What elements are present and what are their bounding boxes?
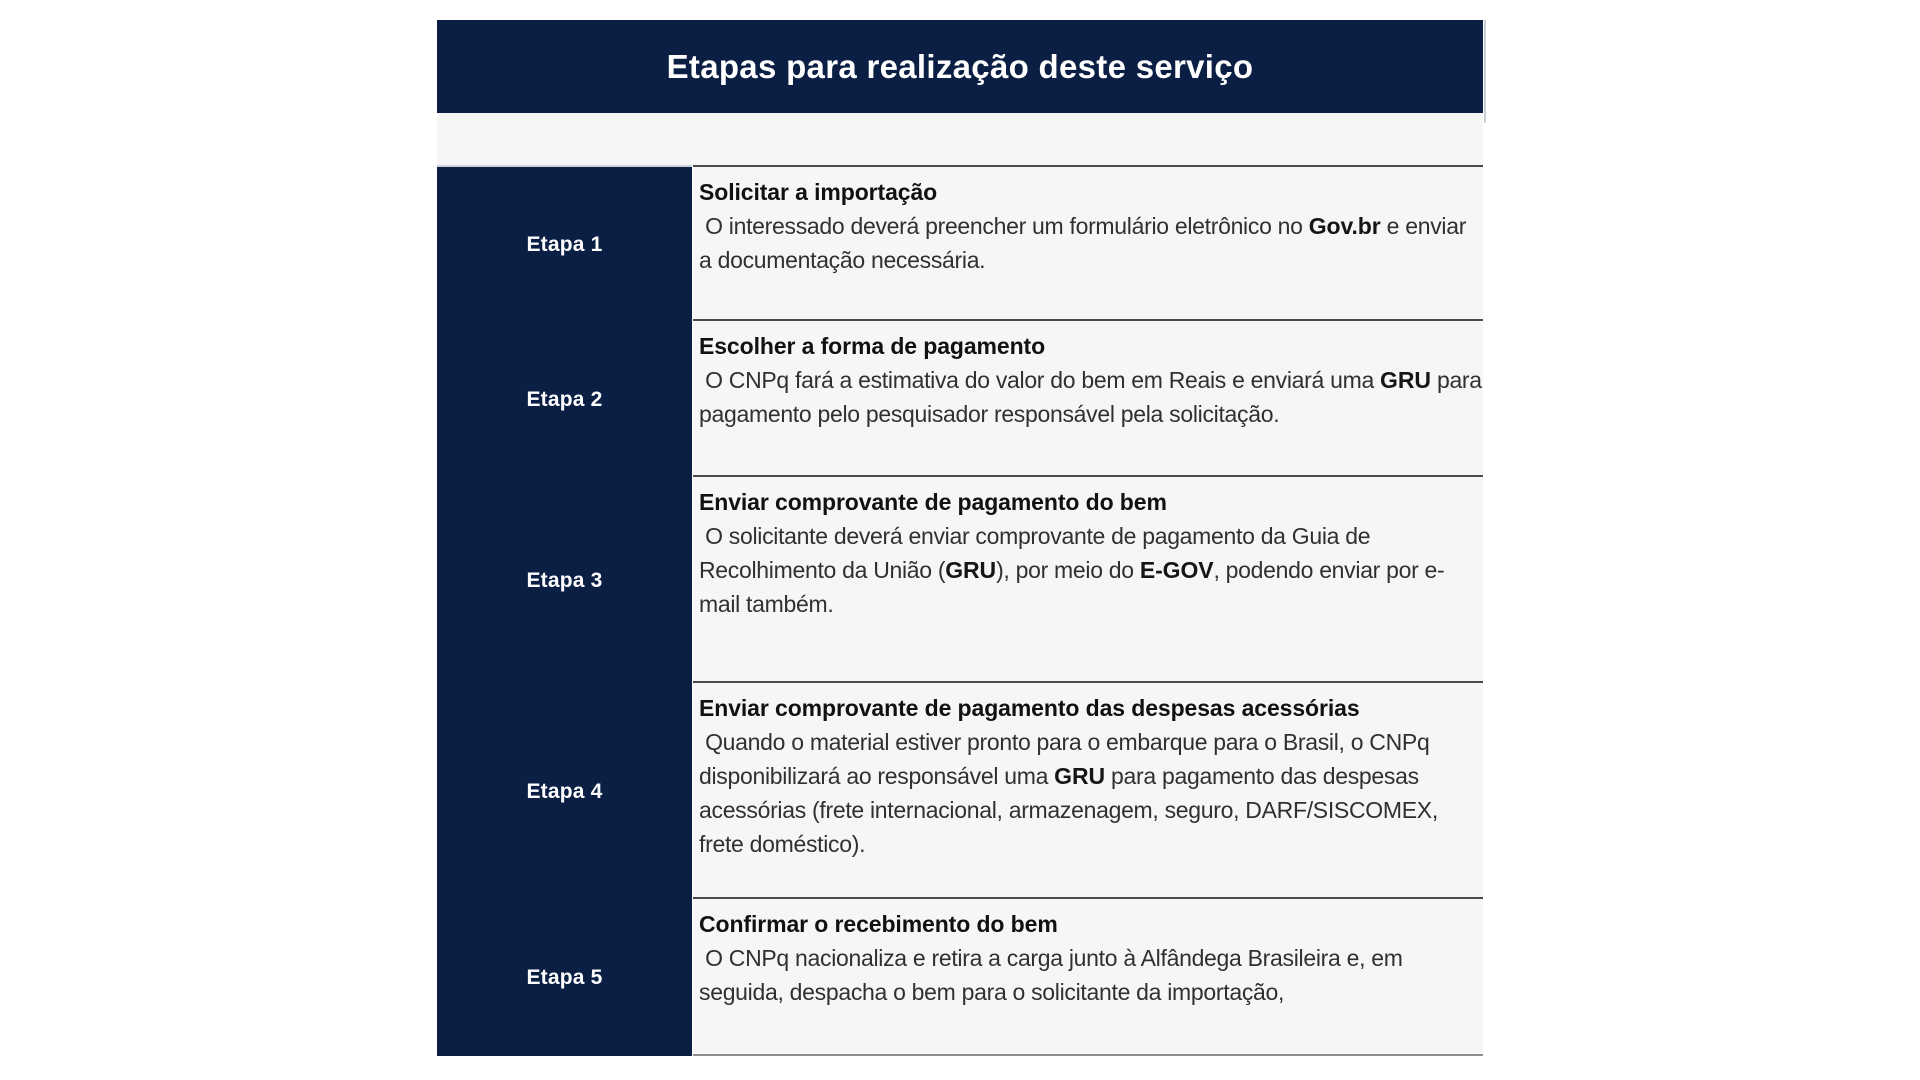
step-description-column <box>692 165 1488 1056</box>
step-description-5: O CNPq nacionaliza e retira a carga junto à Alfândega Brasileira e, em seguida, despacha o bem para o solicitante da importação, <box>699 945 1409 1005</box>
step-description-2: O CNPq fará a estimativa do valor do bem em Reais e enviará uma GRU para pagamento pelo pesquisador responsável pela solicitação. <box>699 367 1488 427</box>
step-title-2: Escolher a forma de pagamento <box>699 333 1046 359</box>
step-row-1 <box>693 165 1483 321</box>
step-description-4: Quando o material estiver pronto para o embarque para o Brasil, o CNPq disponibilizará ao responsável uma GRU para pagamento das despesas acessórias (frete internacional, armazenagem, seguro, DARF/SISCOMEX, frete doméstico). <box>699 729 1444 857</box>
step-title-3: Enviar comprovante de pagamento do bem <box>699 489 1167 515</box>
header-spacer-row <box>437 113 1483 165</box>
stage-label-column <box>437 165 692 1056</box>
step-row-4 <box>693 683 1483 899</box>
step-title-1: Solicitar a importação <box>699 179 938 205</box>
panel-title: Etapas para realização deste serviço <box>666 47 1254 85</box>
stage-label-etapa-3: Etapa 3 <box>526 569 603 593</box>
step-row-3 <box>693 477 1483 683</box>
step-description-3: O solicitante deverá enviar comprovante de pagamento da Guia de Recolhimento da União (GRU), por meio do E-GOV, podendo enviar por e-mail também. <box>699 523 1445 617</box>
panel-header <box>437 20 1483 113</box>
step-description-1: O interessado deverá preencher um formulário eletrônico no Gov.br e enviar a documentação necessária. <box>699 213 1473 273</box>
steps-table <box>437 165 1488 1056</box>
step-title-4: Enviar comprovante de pagamento das despesas acessórias <box>699 695 1360 721</box>
step-title-5: Confirmar o recebimento do bem <box>699 911 1058 937</box>
stage-label-etapa-2: Etapa 2 <box>526 388 603 412</box>
step-row-5 <box>693 899 1483 1056</box>
stage-label-etapa-4: Etapa 4 <box>526 779 603 803</box>
stage-label-etapa-1: Etapa 1 <box>526 232 603 256</box>
step-row-2 <box>693 321 1488 477</box>
header-right-shadow <box>1484 20 1486 123</box>
stage-label-etapa-5: Etapa 5 <box>526 965 603 989</box>
